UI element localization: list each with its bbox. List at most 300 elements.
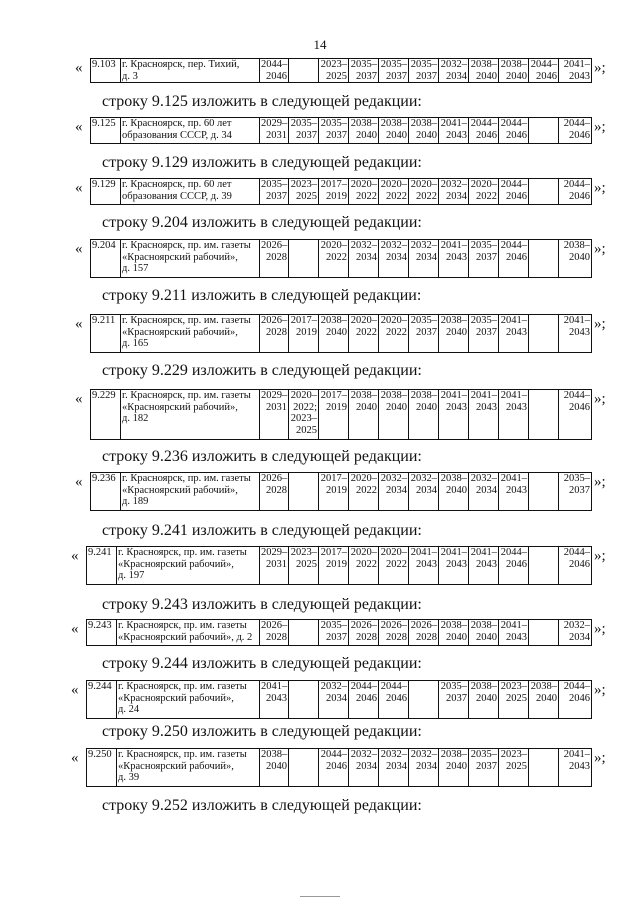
year-range-cell — [349, 681, 379, 719]
year-value: 2034 — [476, 484, 497, 496]
year-range-cell — [260, 547, 289, 585]
year-range-cell — [379, 118, 409, 144]
table-row — [91, 473, 592, 511]
year-value: 2043 — [569, 326, 590, 338]
replacement-row-table — [86, 748, 592, 787]
year-value: 2037 — [386, 70, 407, 82]
year-range-cell — [469, 179, 499, 205]
year-value: 2038– — [563, 240, 590, 251]
year-value: 2038– — [380, 390, 407, 401]
year-value: 2040 — [446, 326, 467, 338]
edit-instruction: строку 9.241 изложить в следующей редакции: — [102, 522, 422, 539]
address-cell — [121, 315, 260, 353]
year-value: 2025 — [326, 70, 347, 82]
open-quote: « — [75, 391, 83, 407]
edit-instruction: строку 9.250 изложить в следующей редакции: — [102, 723, 422, 740]
year-range-cell — [439, 390, 469, 440]
year-value: 2037 — [416, 70, 437, 82]
year-value: 2020– — [380, 547, 407, 558]
address-line: «Красноярский рабочий», — [118, 558, 234, 570]
year-range-cell — [469, 315, 499, 353]
close-quote: »; — [594, 180, 606, 196]
year-value: 2025 — [506, 692, 527, 704]
year-range-cell — [409, 390, 439, 440]
replacement-row-table — [90, 314, 592, 353]
year-value: 2040 — [386, 129, 407, 141]
year-value: 2035– — [410, 315, 437, 326]
year-range-cell — [289, 620, 319, 646]
open-quote: « — [75, 241, 83, 257]
year-value: 2043 — [506, 631, 527, 643]
close-quote: »; — [594, 548, 606, 564]
year-value: 2040 — [356, 401, 377, 413]
year-value: 2041– — [261, 681, 288, 692]
year-range-cell — [319, 473, 349, 511]
year-range-cell — [379, 179, 409, 205]
year-range-cell — [319, 179, 349, 205]
year-range-cell — [529, 118, 559, 144]
year-value: 2034 — [356, 760, 377, 772]
address-line: д. 157 — [122, 263, 149, 274]
year-value: 2035– — [290, 118, 317, 129]
year-value: 2041– — [563, 315, 590, 326]
edit-instruction: строку 9.125 изложить в следующей редакции: — [102, 93, 422, 110]
replacement-row-table — [90, 472, 592, 511]
address-cell — [117, 620, 260, 646]
year-range-cell — [439, 240, 469, 278]
address-line: г. Красноярск, пр. им. газеты — [118, 681, 247, 692]
table-row — [91, 118, 592, 144]
address-line: д. 197 — [118, 570, 145, 581]
address-line: г. Красноярск, пр. им. газеты — [118, 547, 247, 558]
row-number-cell: 9.243 — [87, 620, 117, 646]
year-range-cell — [559, 118, 592, 144]
open-quote: « — [71, 682, 79, 698]
close-quote: »; — [594, 391, 606, 407]
edit-instruction: строку 9.236 изложить в следующей редакции: — [102, 448, 422, 465]
year-value: 2040 — [266, 760, 287, 772]
year-value: 2029– — [261, 390, 288, 401]
year-value: 2038– — [470, 620, 497, 631]
year-value: 2041– — [500, 473, 527, 484]
year-range-cell — [379, 620, 409, 646]
address-cell — [121, 59, 260, 83]
year-value: 2032– — [440, 179, 467, 190]
year-value: 2043 — [506, 326, 527, 338]
year-value: 2020– — [350, 547, 377, 558]
year-value: 2046 — [536, 70, 557, 82]
year-range-cell — [529, 390, 559, 440]
year-value: 2026– — [261, 620, 288, 631]
year-value: 2044– — [500, 240, 527, 251]
edit-instruction: строку 9.129 изложить в следующей редакции: — [102, 154, 422, 171]
year-value: 2043 — [569, 760, 590, 772]
year-value: 2032– — [380, 749, 407, 760]
year-range-cell — [260, 59, 289, 83]
year-range-cell — [379, 390, 409, 440]
year-value: 2020– — [380, 315, 407, 326]
year-range-cell — [260, 179, 289, 205]
year-range-cell — [529, 620, 559, 646]
year-value: 2041– — [563, 59, 590, 70]
year-value: 2043 — [446, 558, 467, 570]
address-line: «Красноярский рабочий», — [122, 326, 238, 338]
close-quote: »; — [594, 316, 606, 332]
year-value: 2017– — [320, 473, 347, 484]
year-value: 2040 — [416, 401, 437, 413]
year-value: 2044– — [500, 118, 527, 129]
year-range-cell — [260, 118, 289, 144]
table-row — [91, 59, 592, 83]
year-value: 2034 — [386, 484, 407, 496]
year-value: 2038– — [470, 59, 497, 70]
year-range-cell — [260, 681, 289, 719]
year-range-cell — [260, 749, 289, 787]
year-value: 2032– — [410, 473, 437, 484]
year-value: 2040 — [536, 692, 557, 704]
replacement-row-table — [86, 546, 592, 585]
year-value: 2022 — [356, 484, 377, 496]
address-cell — [117, 681, 260, 719]
edit-instruction: строку 9.204 изложить в следующей редакции: — [102, 214, 422, 231]
year-value: 2032– — [380, 473, 407, 484]
year-value: 2020– — [350, 473, 377, 484]
year-value: 2034 — [569, 631, 590, 643]
year-value: 2041– — [410, 547, 437, 558]
year-value: 2038– — [410, 118, 437, 129]
year-range-cell — [379, 681, 409, 719]
row-number-cell: 9.103 — [91, 59, 121, 83]
year-range-cell — [289, 390, 319, 440]
year-range-cell — [260, 240, 289, 278]
year-range-cell — [379, 749, 409, 787]
year-range-cell — [529, 59, 559, 83]
year-range-cell — [349, 749, 379, 787]
year-value: 2023– — [500, 749, 527, 760]
year-value: 2017– — [320, 547, 347, 558]
year-value: 2034 — [416, 484, 437, 496]
year-range-cell — [409, 473, 439, 511]
year-value: 2028 — [266, 631, 287, 643]
replacement-row-table — [90, 58, 592, 83]
year-value: 2044– — [563, 118, 590, 129]
row-number-cell: 9.204 — [91, 240, 121, 278]
replacement-row-table — [90, 239, 592, 278]
year-value: 2034 — [446, 70, 467, 82]
year-value: 2044– — [563, 390, 590, 401]
close-quote: »; — [594, 119, 606, 135]
year-value: 2034 — [446, 190, 467, 202]
year-value: 2022 — [356, 190, 377, 202]
year-range-cell — [499, 118, 529, 144]
open-quote: « — [71, 548, 79, 564]
year-value: 2038– — [530, 681, 557, 692]
address-cell — [121, 118, 260, 144]
table-row — [91, 315, 592, 353]
year-range-cell — [319, 118, 349, 144]
address-line: образования СССР, д. 39 — [122, 190, 232, 202]
year-value: 2040 — [446, 760, 467, 772]
year-value: 2037 — [446, 692, 467, 704]
year-value: 2026– — [261, 315, 288, 326]
year-value: 2044– — [500, 179, 527, 190]
year-value: 2037 — [569, 484, 590, 496]
address-line: «Красноярский рабочий», — [122, 401, 238, 413]
row-number-cell: 9.241 — [87, 547, 117, 585]
year-range-cell — [529, 681, 559, 719]
year-value: 2044– — [563, 179, 590, 190]
year-value: 2037 — [416, 326, 437, 338]
year-value: 2034 — [356, 251, 377, 263]
year-range-cell — [379, 547, 409, 585]
year-value: 2035– — [470, 315, 497, 326]
address-cell — [121, 179, 260, 205]
year-value: 2023– — [290, 547, 317, 558]
year-range-cell — [409, 59, 439, 83]
year-range-cell — [289, 749, 319, 787]
year-value: 2041– — [500, 315, 527, 326]
year-value: 2038– — [440, 620, 467, 631]
year-range-cell — [559, 315, 592, 353]
year-value: 2038– — [350, 390, 377, 401]
year-value: 2017– — [320, 179, 347, 190]
year-value: 2032– — [380, 240, 407, 251]
year-value: 2035– — [320, 118, 347, 129]
year-value: 2032– — [410, 240, 437, 251]
year-range-cell — [529, 473, 559, 511]
year-value: 2038– — [440, 473, 467, 484]
year-range-cell — [319, 749, 349, 787]
year-range-cell — [439, 118, 469, 144]
year-range-cell — [529, 240, 559, 278]
year-value: 2041– — [440, 240, 467, 251]
year-range-cell — [559, 59, 592, 83]
year-value: 2044– — [261, 59, 288, 70]
close-quote: »; — [594, 750, 606, 766]
year-range-cell — [499, 315, 529, 353]
year-range-cell — [439, 59, 469, 83]
address-line: д. 189 — [122, 496, 149, 507]
year-value: 2046 — [569, 190, 590, 202]
replacement-row-table — [90, 389, 592, 440]
year-value: 2022 — [356, 326, 377, 338]
year-range-cell — [439, 749, 469, 787]
year-value: 2043 — [416, 558, 437, 570]
year-range-cell — [499, 620, 529, 646]
address-line: г. Красноярск, пр. 60 лет — [122, 179, 232, 190]
year-range-cell — [559, 240, 592, 278]
year-value: 2022 — [386, 326, 407, 338]
year-range-cell — [409, 620, 439, 646]
address-line: д. 39 — [118, 772, 140, 783]
address-line: г. Красноярск, пр. им. газеты — [122, 390, 251, 401]
year-range-cell — [559, 620, 592, 646]
table-row — [91, 179, 592, 205]
replacement-row-table — [90, 178, 592, 205]
year-value: 2043 — [569, 70, 590, 82]
address-cell — [121, 390, 260, 440]
year-value: 2019 — [326, 558, 347, 570]
year-range-cell — [469, 681, 499, 719]
row-number-cell: 9.129 — [91, 179, 121, 205]
year-value: 2038– — [470, 681, 497, 692]
year-value: 2044– — [470, 118, 497, 129]
year-range-cell — [529, 547, 559, 585]
year-value: 2019 — [326, 401, 347, 413]
year-value: 2020– — [350, 315, 377, 326]
year-value: 2025 — [296, 558, 317, 570]
year-value: 2041– — [440, 547, 467, 558]
year-value: 2023– — [320, 59, 347, 70]
year-range-cell — [260, 620, 289, 646]
year-range-cell — [439, 681, 469, 719]
year-range-cell — [409, 179, 439, 205]
address-line: образования СССР, д. 34 — [122, 129, 232, 141]
year-value: 2028 — [266, 326, 287, 338]
year-range-cell — [529, 749, 559, 787]
year-value: 2038– — [440, 749, 467, 760]
year-value: 2040 — [476, 631, 497, 643]
year-value: 2034 — [416, 760, 437, 772]
address-line: д. 165 — [122, 338, 149, 349]
year-value: 2040 — [569, 251, 590, 263]
year-value: 2023– — [290, 179, 317, 190]
year-value: 2026– — [261, 240, 288, 251]
year-value: 2046 — [506, 190, 527, 202]
year-value: 2040 — [386, 401, 407, 413]
year-value: 2044– — [350, 681, 377, 692]
year-value: 2035– — [380, 59, 407, 70]
table-row — [91, 240, 592, 278]
year-value: 2037 — [476, 760, 497, 772]
year-range-cell — [319, 547, 349, 585]
year-value: 2023– — [500, 681, 527, 692]
page-bottom-rule — [300, 896, 340, 897]
year-value: 2046 — [386, 692, 407, 704]
year-value: 2034 — [386, 251, 407, 263]
year-value: 2044– — [530, 59, 557, 70]
year-value: 2046 — [569, 129, 590, 141]
year-range-cell — [439, 473, 469, 511]
year-value: 2043 — [446, 129, 467, 141]
year-range-cell — [559, 179, 592, 205]
year-range-cell — [439, 620, 469, 646]
year-range-cell — [469, 59, 499, 83]
year-value: 2041– — [440, 390, 467, 401]
year-value: 2035– — [350, 59, 377, 70]
open-quote: « — [71, 621, 79, 637]
year-value: 2022 — [326, 251, 347, 263]
year-range-cell — [349, 179, 379, 205]
year-value: 2032– — [350, 749, 377, 760]
row-number-cell: 9.211 — [91, 315, 121, 353]
year-range-cell — [289, 59, 319, 83]
year-range-cell — [439, 547, 469, 585]
year-value: 2017– — [290, 315, 317, 326]
year-range-cell — [319, 240, 349, 278]
year-value: 2026– — [380, 620, 407, 631]
year-value: 2043 — [266, 692, 287, 704]
year-value: 2020– — [350, 179, 377, 190]
edit-instruction: строку 9.243 изложить в следующей редакции: — [102, 596, 422, 613]
address-line: д. 182 — [122, 413, 149, 424]
year-value: 2025 — [506, 760, 527, 772]
row-number-cell: 9.229 — [91, 390, 121, 440]
year-value: 2022 — [356, 558, 377, 570]
year-value: 2032– — [410, 749, 437, 760]
close-quote: »; — [594, 682, 606, 698]
year-value: 2031 — [266, 129, 287, 141]
edit-instruction: строку 9.244 изложить в следующей редакции: — [102, 655, 422, 672]
year-range-cell — [559, 681, 592, 719]
table-row — [87, 681, 592, 719]
replacement-row-table — [86, 680, 592, 719]
year-range-cell — [499, 179, 529, 205]
open-quote: « — [75, 180, 83, 196]
year-value: 2028 — [416, 631, 437, 643]
year-value: 2020– — [290, 390, 317, 401]
year-value: 2032– — [563, 620, 590, 631]
replacement-row-table — [90, 117, 592, 144]
year-range-cell — [349, 118, 379, 144]
year-range-cell — [559, 749, 592, 787]
year-value: 2040 — [446, 631, 467, 643]
year-value: 2035– — [320, 620, 347, 631]
year-range-cell — [559, 547, 592, 585]
year-value: 2038– — [410, 390, 437, 401]
close-quote: »; — [594, 241, 606, 257]
year-range-cell — [319, 620, 349, 646]
year-value: 2041– — [470, 547, 497, 558]
year-value: 2044– — [563, 681, 590, 692]
year-value: 2041– — [500, 390, 527, 401]
year-value: 2023– — [290, 413, 317, 424]
open-quote: « — [75, 316, 83, 332]
year-value: 2041– — [500, 620, 527, 631]
year-range-cell — [529, 315, 559, 353]
year-range-cell — [499, 390, 529, 440]
address-line: «Красноярский рабочий», — [118, 760, 234, 772]
year-value: 2026– — [410, 620, 437, 631]
address-line: г. Красноярск, пр. им. газеты — [118, 749, 247, 760]
year-value: 2038– — [261, 749, 288, 760]
year-value: 2026– — [350, 620, 377, 631]
year-value: 2025 — [296, 190, 317, 202]
year-value: 2046 — [356, 692, 377, 704]
year-value: 2031 — [266, 558, 287, 570]
year-range-cell — [349, 473, 379, 511]
year-value: 2043 — [446, 251, 467, 263]
year-range-cell — [409, 749, 439, 787]
year-value: 2046 — [569, 401, 590, 413]
year-value: 2037 — [326, 631, 347, 643]
address-line: «Красноярский рабочий», д. 2 — [118, 631, 253, 643]
year-value: 2041– — [563, 749, 590, 760]
table-row — [87, 547, 592, 585]
address-line: г. Красноярск, пр. 60 лет — [122, 118, 232, 129]
year-value: 2019 — [326, 484, 347, 496]
address-line: г. Красноярск, пр. им. газеты — [118, 620, 247, 631]
year-range-cell — [289, 473, 319, 511]
close-quote: »; — [594, 621, 606, 637]
year-value: 2043 — [446, 401, 467, 413]
year-value: 2040 — [476, 70, 497, 82]
year-value: 2020– — [320, 240, 347, 251]
year-value: 2040 — [446, 484, 467, 496]
year-value: 2017– — [320, 390, 347, 401]
year-value: 2028 — [356, 631, 377, 643]
year-value: 2022 — [476, 190, 497, 202]
